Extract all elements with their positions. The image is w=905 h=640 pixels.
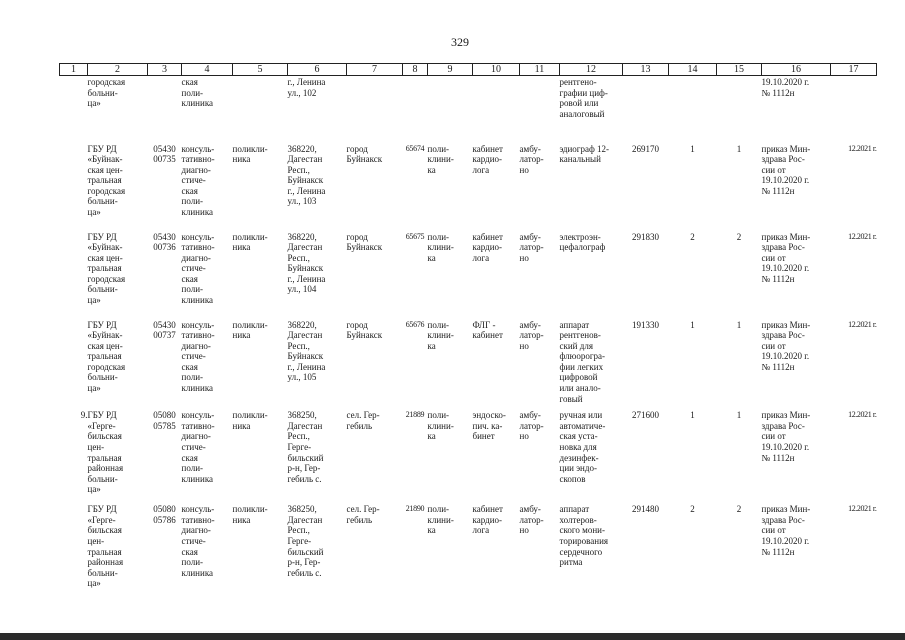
cell-room: ФЛГ - кабинет [472,319,503,341]
cell-address: 368220, Дагестан Респ., Буйнакск г., Ленина ул., 104 [287,231,326,295]
cell-locality: город Буйнакск [346,319,383,341]
cell-price: 291830 [632,231,659,242]
cell-quantity-1: 1 [690,319,695,330]
header-col-2: 2 [88,64,148,76]
cell-quantity-1: 1 [690,410,695,421]
cell-subtype: поликли- ника [232,143,268,165]
cell-unit: поли- клини- ка [427,231,454,263]
cell-organization: ГБУ РД «Герге- бильская цен- тральная районная больни- ца» [87,410,124,495]
cell-number: 9. [80,410,88,421]
cell-unit: поли- клини- ка [427,504,454,536]
cell-date: 12.2021 г. [848,231,877,241]
cell-code: 05080 05786 [153,504,176,525]
header-col-12: 12 [560,64,623,76]
cell-subtype: поликли- ника [232,319,268,341]
cell-id: 65674 [405,143,425,153]
header-col-1: 1 [60,64,88,76]
cell-unit: поли- клини- ка [427,319,454,351]
table-row [60,226,877,314]
cell-unit [428,76,473,138]
cell-unit: поли- клини- ка [427,143,454,175]
cell-number [60,76,88,138]
cell-room [473,76,520,138]
cell-locality: город Буйнакск [346,231,383,253]
cell-subtype: поликли- ника [232,231,268,253]
cell-organization: городская больни- ца» [87,77,126,109]
cell-equipment: аппарат холтеров- ского мони- торирования сердечного ритма [559,504,609,568]
cell-quantity-2: 1 [736,319,742,330]
table-row [60,314,877,405]
equipment-table [59,63,877,598]
cell-equipment: эдиограф 12- канальный [559,143,610,165]
header-col-6: 6 [288,64,347,76]
cell-code: 05430 00735 [153,143,176,165]
cell-address: 368250, Дагестан Респ., Герге- бильский р-н, Гер- гебиль с. [287,504,324,578]
table-row [60,498,877,598]
cell-care-mode: амбу- латор- но [519,143,544,175]
header-col-5: 5 [233,64,288,76]
cell-subtype: поликли- ника [232,504,268,525]
cell-code: 05080 05785 [153,410,176,431]
cell-care-mode: амбу- латор- но [519,231,544,263]
cell-id: 21890 [405,504,425,514]
cell-equipment: аппарат рентгенов- ский для флюорогра- фии легких цифровой или анало- говый [559,319,606,404]
cell-equipment: электроэн- цефалограф [559,231,606,253]
cell-number [60,226,88,314]
page-number: 329 [451,35,469,49]
cell-locality: сел. Гер- гебиль [346,410,380,431]
cell-room: кабинет кардио- лога [472,143,503,175]
cell-facility-type: консуль- тативно- диагно- стиче- ская поли- клиника [181,319,215,394]
cell-care-mode [520,76,560,138]
cell-subtype: поликли- ника [232,410,268,431]
cell-quantity-1 [669,76,717,138]
cell-code: 05430 00736 [153,231,176,253]
header-col-17: 17 [831,64,877,76]
cell-organization: ГБУ РД «Буйнак- ская цен- тральная городская больни- ца» [87,231,126,306]
cell-care-mode: амбу- латор- но [519,319,544,351]
header-col-8: 8 [403,64,428,76]
header-col-7: 7 [347,64,403,76]
header-col-13: 13 [623,64,669,76]
cell-organization: ГБУ РД «Герге- бильская цен- тральная районная больни- ца» [87,504,124,589]
cell-quantity-2 [717,76,762,138]
cell-facility-type: консуль- тативно- диагно- стиче- ская поли- клиника [181,143,215,218]
cell-care-mode: амбу- латор- но [519,410,544,442]
cell-date: 12.2021 г. [848,143,877,153]
cell-order: 19.10.2020 г. № 1112н [761,77,810,98]
header-row [60,64,877,76]
cell-number [60,498,88,598]
cell-facility-type: консуль- тативно- диагно- стиче- ская поли- клиника [181,410,215,484]
cell-id: 65676 [405,319,425,329]
cell-organization: ГБУ РД «Буйнак- ская цен- тральная городская больни- ца» [87,143,126,218]
cell-room: кабинет кардио- лога [472,504,503,536]
cell-id: 21889 [405,410,425,420]
cell-unit: поли- клини- ка [427,410,454,442]
header-col-15: 15 [717,64,762,76]
cell-price: 271600 [632,410,659,421]
scan-edge [0,633,905,640]
cell-quantity-2: 1 [736,143,742,154]
cell-room: эндоско- пич. ка- бинет [472,410,506,442]
header-col-3: 3 [148,64,182,76]
table-row [60,76,877,138]
cell-order: приказ Мин- здрава Рос- сии от 19.10.2020 г. № 1112н [761,319,811,372]
cell-date: 12.2021 г. [848,319,877,329]
cell-quantity-2: 2 [736,504,742,515]
cell-code [148,76,182,138]
cell-facility-type: ская поли- клиника [181,77,214,109]
cell-locality: сел. Гер- гебиль [346,504,380,525]
cell-room: кабинет кардио- лога [472,231,503,263]
header-col-4: 4 [182,64,233,76]
cell-date: 12.2021 г. [848,410,877,420]
cell-facility-type: консуль- тативно- диагно- стиче- ская поли- клиника [181,504,215,578]
table-row [60,138,877,226]
cell-id: 65675 [405,231,425,241]
header-col-14: 14 [669,64,717,76]
cell-locality [347,76,403,138]
cell-address: 368250, Дагестан Респ., Герге- бильский р-н, Гер- гебиль с. [287,410,324,484]
cell-number [60,314,88,405]
cell-order: приказ Мин- здрава Рос- сии от 19.10.2020 г. № 1112н [761,504,811,557]
cell-id [403,76,428,138]
cell-equipment: ручная или автоматиче- ская уста- новка для дезинфек- ции эндо- скопов [559,410,606,484]
cell-locality: город Буйнакск [346,143,383,165]
cell-subtype [233,76,288,138]
cell-number [60,138,88,226]
cell-quantity-1: 1 [690,143,695,154]
cell-date: 12.2021 г. [848,504,877,514]
header-col-10: 10 [473,64,520,76]
cell-equipment: рентгено- графии циф- ровой или аналоговый [559,77,608,119]
cell-order: приказ Мин- здрава Рос- сии от 19.10.2020 г. № 1112н [761,143,811,196]
cell-organization: ГБУ РД «Буйнак- ская цен- тральная городская больни- ца» [87,319,126,394]
cell-price: 291480 [632,504,659,515]
cell-address: г., Ленина ул., 102 [287,77,326,98]
cell-order: приказ Мин- здрава Рос- сии от 19.10.2020 г. № 1112н [761,231,811,284]
cell-quantity-2: 1 [736,410,742,421]
cell-quantity-2: 2 [736,231,742,242]
cell-quantity-1: 2 [690,231,695,242]
cell-price [623,76,669,138]
cell-date [831,76,877,138]
header-col-16: 16 [762,64,831,76]
cell-care-mode: амбу- латор- но [519,504,544,536]
header-col-9: 9 [428,64,473,76]
table-row [60,404,877,498]
header-col-11: 11 [520,64,560,76]
cell-facility-type: консуль- тативно- диагно- стиче- ская поли- клиника [181,231,215,306]
cell-address: 368220, Дагестан Респ., Буйнакск г., Ленина ул., 105 [287,319,326,383]
cell-quantity-1: 2 [690,504,695,515]
cell-price: 191330 [632,319,659,330]
cell-code: 05430 00737 [153,319,176,341]
cell-order: приказ Мин- здрава Рос- сии от 19.10.2020 г. № 1112н [761,410,811,463]
cell-price: 269170 [632,143,659,154]
cell-address: 368220, Дагестан Респ., Буйнакск г., Ленина ул., 103 [287,143,326,207]
